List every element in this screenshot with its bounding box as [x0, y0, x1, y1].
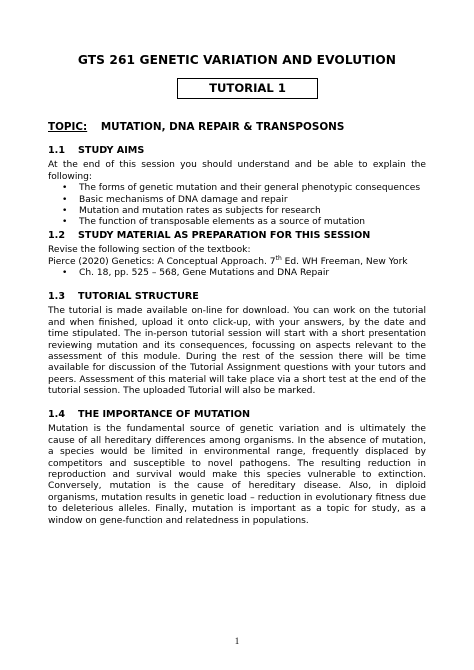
section-body [48, 424, 426, 527]
section-body [48, 245, 426, 279]
section-number: 1.1 [48, 145, 65, 156]
topic-label: TOPIC: [48, 121, 88, 133]
section-number: 1.4 [48, 409, 65, 420]
bullet-list [48, 268, 426, 279]
section-title: THE IMPORTANCE OF MUTATION [78, 409, 251, 420]
section-importance-of-mutation [48, 409, 426, 527]
bullet-list [48, 183, 426, 229]
topic-line [48, 121, 344, 133]
list-item: • Mutation and mutation rates as subjects for research [48, 206, 426, 217]
section-study-aims [48, 145, 426, 229]
list-item: • The forms of genetic mutation and their general phenotypic consequences [48, 183, 426, 194]
list-item: • The function of transposable elements as a source of mutation [48, 217, 426, 228]
list-item: • Ch. 18, pp. 525 – 568, Gene Mutations and DNA Repair [48, 268, 426, 279]
section-title: TUTORIAL STRUCTURE [78, 291, 199, 302]
section-tutorial-structure [48, 291, 426, 398]
intro-text: At the end of this session you should understand and be able to explain the following: [48, 160, 426, 182]
section-heading [48, 230, 426, 241]
section-paragraph: The tutorial is made available on-line for download. You can work on the tutorial and when finished, upload it onto click-up, with your answers, by the date and time stipulated. The in-person tutorial session will start with a short presentation reviewing mutation and its consequences, focussing on aspects relevant to the assessment of this module. During the rest of the session there will be time available for discussion of the Tutorial Assignment questions with your tutors and peers. Assessment of this material will take place via a short test at the end of the tutorial session. The uploaded Tutorial will also be marked. [48, 306, 426, 397]
section-number: 1.3 [48, 291, 65, 302]
section-number: 1.2 [48, 230, 65, 241]
section-heading [48, 145, 426, 156]
section-body [48, 306, 426, 397]
section-paragraph: Mutation is the fundamental source of genetic variation and is ultimately the cause of all hereditary differences among organisms. In the absence of mutation, a species would be limited in environmental range, frequently displaced by competitors and susceptible to novel pathogens. The resulting reduction in reproduction and survival would make this species vulnerable to extinction. Conversely, mutation is the cause of hereditary disease. Also, in diploid organisms, mutation results in genetic load – reduction in evolutionary fitness due to deleterious alleles. Finally, mutation is important as a topic for study, as a window on gene-function and relatedness in populations. [48, 424, 426, 526]
section-heading [48, 291, 426, 302]
tutorial-label-box: TUTORIAL 1 [177, 78, 318, 99]
topic-text: MUTATION, DNA REPAIR & TRANSPOSONS [100, 121, 345, 133]
section-heading [48, 409, 426, 420]
textbook-reference: Pierce (2020) Genetics: A Conceptual Approach. 7th Ed. WH Freeman, New York [48, 254, 408, 267]
section-title: STUDY AIMS [78, 145, 145, 156]
document-title: GTS 261 GENETIC VARIATION AND EVOLUTION [77, 53, 397, 67]
section-body [48, 160, 426, 228]
body-text-line: Revise the following section of the textbook: [48, 245, 251, 256]
section-study-material [48, 230, 426, 280]
page-number: 1 [234, 636, 240, 646]
list-item: • Basic mechanisms of DNA damage and repair [48, 195, 426, 206]
section-title: STUDY MATERIAL AS PREPARATION FOR THIS SESSION [78, 230, 371, 241]
